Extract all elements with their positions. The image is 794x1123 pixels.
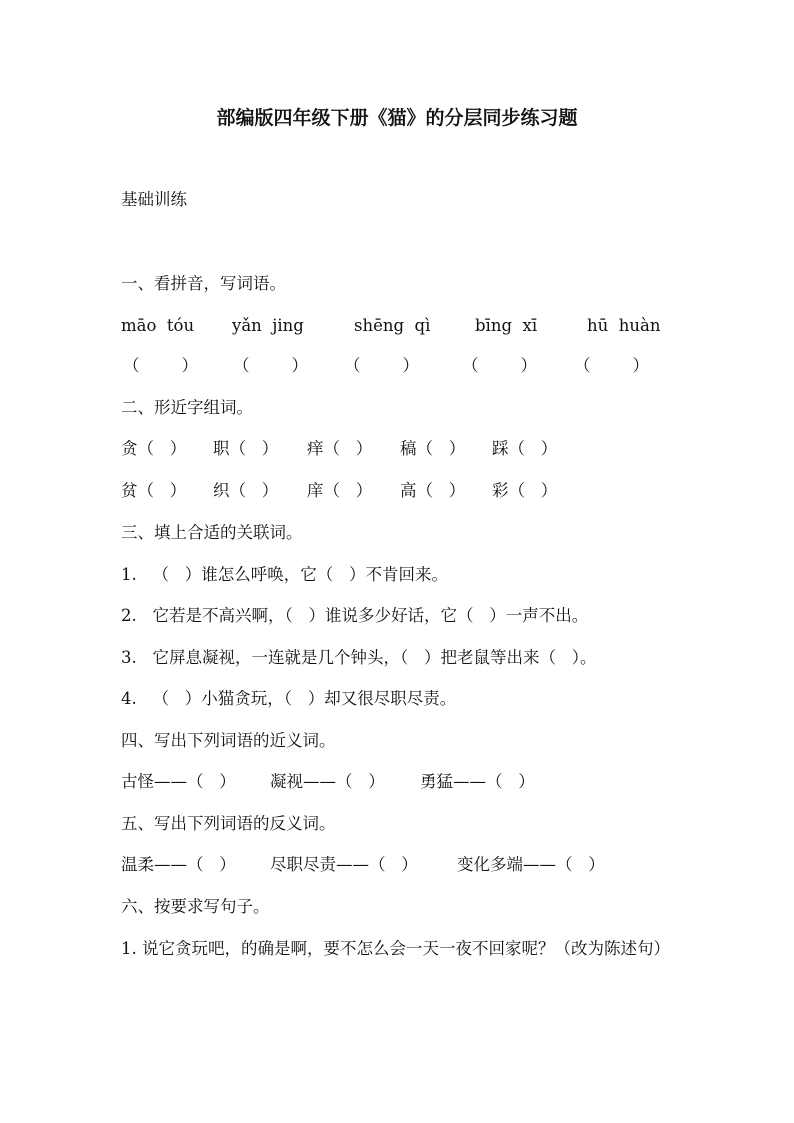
answer-blank[interactable]: （ ）	[123, 356, 198, 375]
word-item[interactable]: 庠（ ）	[307, 481, 373, 500]
pinyin-item: hū huàn	[587, 316, 661, 335]
answer-blank[interactable]: （ ）	[344, 356, 419, 375]
answer-blank[interactable]: （ ）	[233, 356, 308, 375]
synonym-item[interactable]: 凝视——（ ）	[270, 772, 385, 791]
word-item[interactable]: 职（ ）	[213, 439, 279, 458]
synonym-item[interactable]: 勇猛——（ ）	[420, 772, 535, 791]
section-label: 基础训练	[121, 190, 187, 209]
q3-item-1[interactable]: 1. （ ）谁怎么呼唤，它（ ）不肯回来。	[121, 565, 448, 584]
answer-blank[interactable]: （ ）	[574, 356, 649, 375]
q2-heading: 二、形近字组词。	[121, 398, 253, 417]
q4-row	[121, 770, 681, 794]
word-item[interactable]: 踩（ ）	[492, 439, 558, 458]
word-item[interactable]: 稿（ ）	[400, 439, 466, 458]
q1-pinyin-row	[121, 314, 681, 338]
pinyin-item: shēng qì	[354, 316, 431, 335]
q1-blank-row	[121, 354, 681, 378]
antonym-item[interactable]: 温柔——（ ）	[121, 855, 236, 874]
antonym-item[interactable]: 变化多端——（ ）	[457, 855, 605, 874]
q3-item-2[interactable]: 2. 它若是不高兴啊，（ ）谁说多少好话，它（ ）一声不出。	[121, 606, 589, 625]
pinyin-item: yǎn jing	[232, 316, 304, 335]
q3-heading: 三、填上合适的关联词。	[121, 523, 303, 542]
q3-item-4[interactable]: 4. （ ）小猫贪玩，（ ）却又很尽职尽责。	[121, 689, 457, 708]
word-item[interactable]: 贪（ ）	[121, 439, 187, 458]
q3-item-3[interactable]: 3. 它屏息凝视，一连就是几个钟头，（ ）把老鼠等出来（ ）。	[121, 648, 597, 667]
answer-blank[interactable]: （ ）	[462, 356, 537, 375]
page-title: 部编版四年级下册《猫》的分层同步练习题	[216, 107, 578, 129]
pinyin-item: māo tóu	[121, 316, 195, 335]
q4-heading: 四、写出下列词语的近义词。	[121, 731, 336, 750]
q6-heading: 六、按要求写句子。	[121, 897, 270, 916]
synonym-item[interactable]: 古怪——（ ）	[121, 772, 236, 791]
q2-row-1	[121, 437, 681, 461]
q6-item-1[interactable]: 1. 说它贪玩吧，的确是啊，要不怎么会一天一夜不回家呢？（改为陈述句）	[121, 939, 670, 958]
word-item[interactable]: 高（ ）	[400, 481, 466, 500]
q5-heading: 五、写出下列词语的反义词。	[121, 814, 336, 833]
word-item[interactable]: 彩（ ）	[492, 481, 558, 500]
antonym-item[interactable]: 尽职尽责——（ ）	[270, 855, 418, 874]
pinyin-item: bīng xī	[475, 316, 538, 335]
q5-row	[121, 853, 681, 877]
word-item[interactable]: 贫（ ）	[121, 481, 187, 500]
q1-heading: 一、看拼音，写词语。	[121, 274, 286, 293]
word-item[interactable]: 织（ ）	[213, 481, 279, 500]
q2-row-2	[121, 479, 681, 503]
word-item[interactable]: 痒（ ）	[307, 439, 373, 458]
